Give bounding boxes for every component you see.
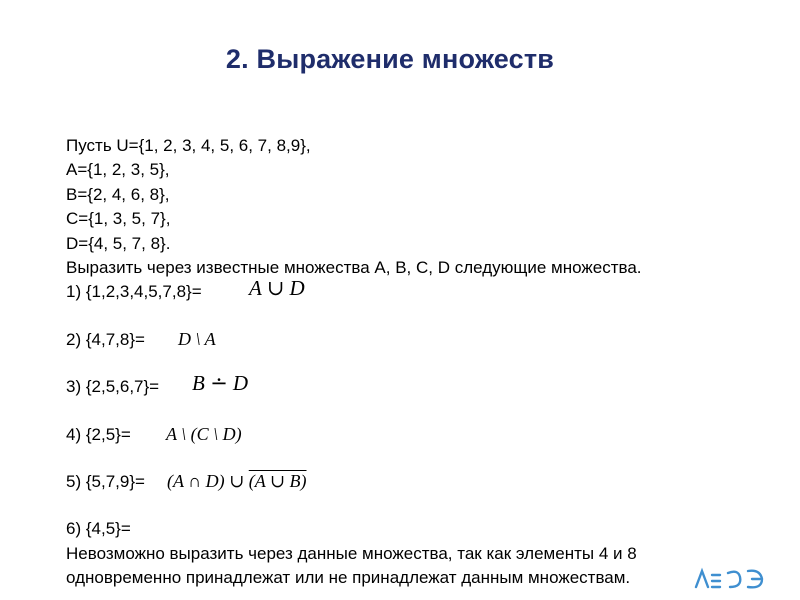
item-6-label: 6) {4,5}= [66, 519, 131, 539]
item-1-label: 1) {1,2,3,4,5,7,8}= [66, 282, 202, 302]
setup-line-a: A={1, 2, 3, 5}, [66, 160, 170, 180]
item-5-formula: (A ∩ D) ∪ (A ∪ B) [167, 470, 307, 491]
setup-line-b: B={2, 4, 6, 8}, [66, 184, 170, 204]
exercise-item-6 [66, 517, 766, 541]
setup-line-c: C={1, 3, 5, 7}, [66, 209, 171, 229]
item-3-label: 3) {2,5,6,7}= [66, 377, 160, 397]
item-2-label: 2) {4,7,8}= [66, 329, 145, 349]
item-2-formula: D \ A [178, 328, 216, 349]
slide-body [66, 134, 766, 590]
exercise-item-1 [66, 276, 766, 304]
exercise-item-4 [66, 423, 766, 447]
exercise-item-5 [66, 470, 766, 494]
item-1-formula: A ∪ D [249, 276, 305, 301]
conclusion-line-2: одновременно принадлежат или не принадлежат данным множествам. [66, 568, 631, 588]
conclusion-line-1: Невозможно выразить через данные множества, так как элементы 4 и 8 [66, 543, 637, 563]
university-logo-icon [690, 565, 776, 593]
setup-line-u: Пусть U={1, 2, 3, 4, 5, 6, 7, 8,9}, [66, 136, 311, 155]
exercise-item-3 [66, 371, 766, 399]
item-4-label: 4) {2,5}= [66, 424, 131, 444]
task-statement: Выразить через известные множества A, B, C, D следующие множества. [66, 257, 642, 277]
slide-title: 2. Выражение множеств [225, 44, 555, 74]
item-4-formula: A \ (C \ D) [166, 423, 242, 444]
item-5-label: 5) {5,7,9}= [66, 471, 145, 491]
item-3-formula: B ∸ D [192, 371, 249, 396]
setup-line-d: D={4, 5, 7, 8}. [66, 233, 171, 253]
exercise-item-2 [66, 328, 766, 352]
